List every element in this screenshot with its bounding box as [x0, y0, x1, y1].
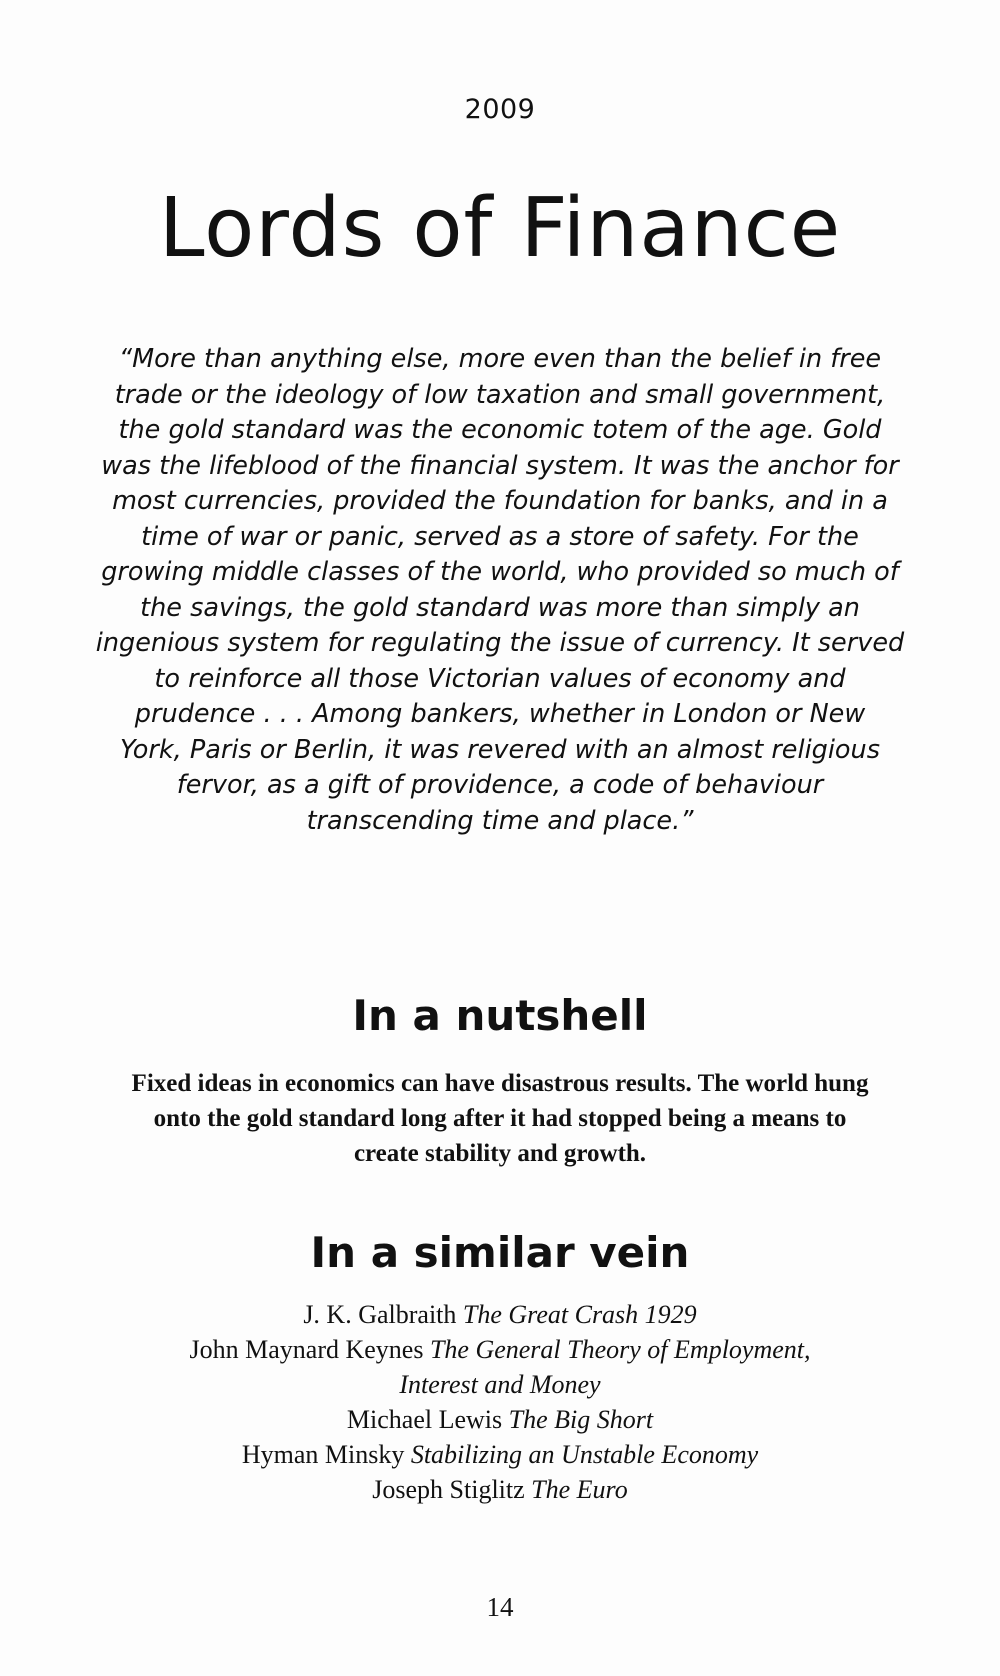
summary-line: create stability and growth. [353, 1140, 647, 1167]
book-title: Lords of Finance [158, 181, 842, 276]
list-item [60, 1332, 940, 1367]
nutshell-heading: In a nutshell [352, 991, 648, 1040]
quote-line: the gold standard was the economic totem of the age. Gold [118, 415, 882, 445]
ref-author: Joseph Stiglitz [372, 1475, 525, 1504]
ref-work: The Big Short [508, 1405, 654, 1434]
ref-work: The Great Crash 1929 [462, 1300, 697, 1329]
quote-line: the savings, the gold standard was more than simply an [140, 592, 860, 623]
ref-author: Hyman Minsky [241, 1440, 405, 1469]
page-number: 14 [486, 1592, 514, 1622]
quote-line: York, Paris or Berlin, it was revered with an almost religious [120, 734, 880, 765]
summary-line: Fixed ideas in economics can have disastrous results. The world hung [131, 1070, 869, 1097]
summary-line: onto the gold standard long after it had stopped being a means to [153, 1105, 847, 1132]
list-item [60, 1402, 940, 1437]
quote-line: to reinforce all those Victorian values of economy and [154, 663, 846, 694]
ref-author: John Maynard Keynes [189, 1335, 424, 1364]
list-item [60, 1472, 940, 1507]
epigraph-quote [90, 342, 910, 839]
related-reading-list [60, 1297, 940, 1507]
quote-line: prudence . . . Among bankers, whether in London or New [134, 699, 866, 729]
ref-work: The General Theory of Employment, [429, 1335, 811, 1364]
quote-line: transcending time and place.” [306, 805, 694, 836]
list-item [60, 1437, 940, 1472]
similar-vein-heading: In a similar vein [310, 1228, 690, 1277]
ref-work: The Euro [531, 1475, 628, 1504]
ref-author: Michael Lewis [346, 1405, 503, 1434]
list-item [60, 1367, 940, 1402]
quote-line: “More than anything else, more even than the belief in free [118, 344, 882, 374]
list-item [60, 1297, 940, 1332]
quote-line: growing middle classes of the world, who provided so much of [101, 557, 899, 587]
quote-line: ingenious system for regulating the issue of currency. It served [95, 628, 905, 658]
quote-line: most currencies, provided the foundation for banks, and in a [112, 486, 888, 516]
nutshell-summary [60, 1066, 940, 1171]
ref-author: J. K. Galbraith [303, 1300, 457, 1329]
ref-work-continuation: Interest and Money [399, 1370, 601, 1399]
quote-line: was the lifeblood of the financial system. It was the anchor for [101, 450, 899, 481]
quote-line: fervor, as a gift of providence, a code of behaviour [176, 770, 824, 800]
ref-work: Stabilizing an Unstable Economy [410, 1440, 759, 1469]
quote-line: time of war or panic, served as a store of safety. For the [141, 521, 859, 552]
quote-line: trade or the ideology of low taxation and small government, [114, 379, 886, 410]
publication-year: 2009 [464, 94, 536, 125]
